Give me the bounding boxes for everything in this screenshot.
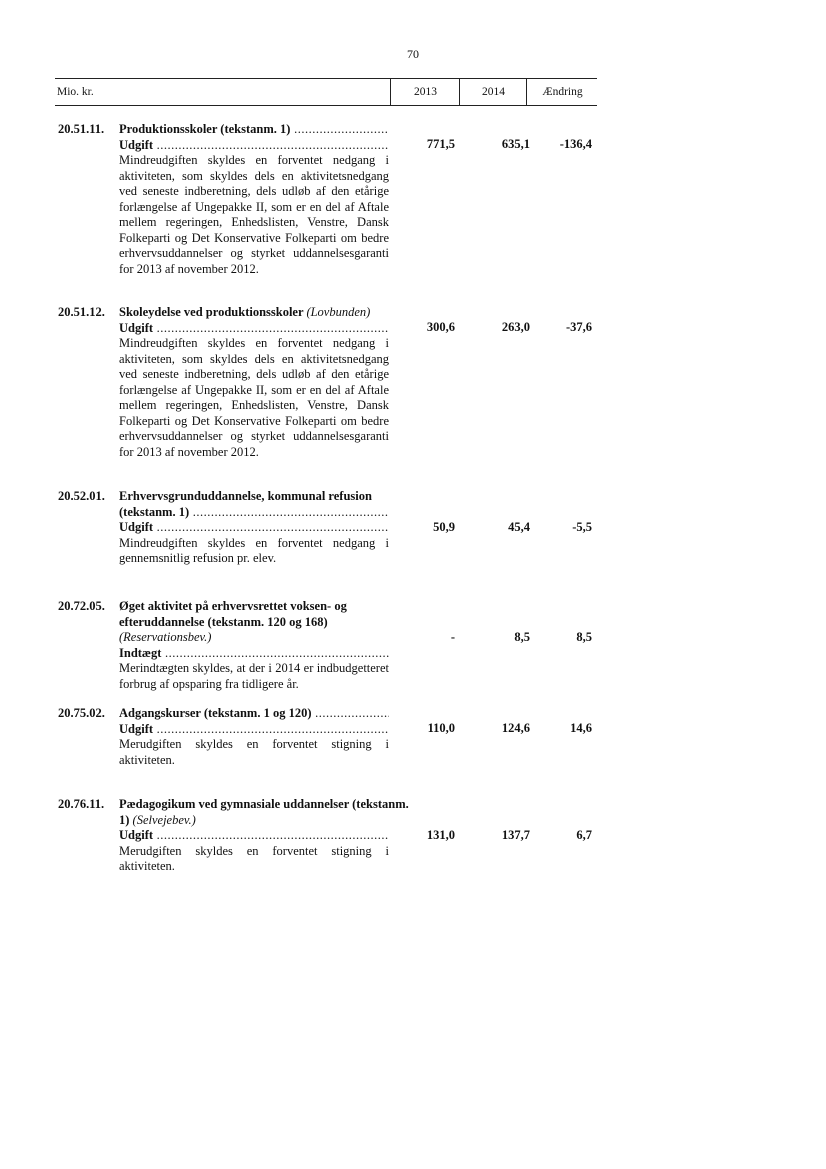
value-2014: 263,0 [501, 320, 530, 334]
value-2014: 137,7 [501, 828, 530, 842]
entry-title-note: (Selvejebev.) [132, 812, 196, 827]
entry-description: Merudgiften skyldes en forventet stigning i aktiviteten. [119, 737, 389, 767]
value-change: -5,5 [572, 520, 592, 534]
value-2014: 635,1 [501, 137, 530, 151]
value-2014: 124,6 [501, 721, 530, 735]
entry-description: Mindreudgiften skyldes en forventet nedgang i gennemsnitlig refusion pr. elev. [119, 535, 389, 565]
value-change: -37,6 [565, 320, 592, 334]
entry-description: Mindreudgiften skyldes en forventet nedgang i aktiviteten, som skyldes dels en aktivitetsnedgang ved seneste indberetning, dels udløb af den etårige forlængelse af Ungepakke II, som er en del af Aftale mellem regeringen, Enhedslisten, Venstre, Dansk Folkeparti og Det Konservative Folkeparti om bedre erhvervsuddannelser og styrket uddannelsesgaranti for 2013 af november 2012. [119, 153, 389, 276]
entry-title [119, 305, 389, 321]
entry-body [119, 797, 409, 875]
entry-title-note: (Lovbunden) [306, 305, 371, 319]
entry-description: Merudgiften skyldes en forventet stigning i aktiviteten. [119, 843, 389, 873]
entry-title [119, 122, 389, 138]
entry-title [119, 797, 409, 828]
entry-kind: Udgift ..... [119, 321, 389, 337]
value-change: 8,5 [576, 630, 592, 644]
entry-kind: Udgift ..... [119, 722, 389, 738]
page-number: 70 [407, 47, 419, 61]
entry-body [119, 305, 389, 460]
entry-kind: Udgift ..... [119, 138, 389, 154]
entry-code: 20.51.12. [58, 305, 105, 319]
value-2013: - [450, 630, 455, 644]
value-2014: 45,4 [508, 520, 530, 534]
entry-description: Mindreudgiften skyldes en forventet nedgang i aktiviteten, som skyldes dels en aktivitetsnedgang ved seneste indberetning, dels udløb af den etårige forlængelse af Ungepakke II, som er en del af Aftale mellem regeringen, Enhedslisten, Venstre, Dansk Folkeparti og Det Konservative Folkeparti om bedre erhvervsuddannelser og styrket uddannelsesgaranti for 2013 af november 2012. [119, 336, 389, 459]
entry-code: 20.72.05. [58, 599, 105, 613]
value-change: -136,4 [559, 137, 592, 151]
entry-code: 20.51.11. [58, 122, 105, 136]
entry-title-text: Øget aktivitet på erhvervsrettet voksen- og efteruddannelse (tekstanm. 120 og 168) [119, 599, 347, 629]
entry-kind: Udgift ..... [119, 828, 389, 844]
entry-title-continuation [119, 505, 389, 521]
value-2013: 771,5 [426, 137, 455, 151]
value-2014: 8,5 [514, 630, 530, 644]
entry-title [119, 599, 419, 646]
value-2013: 50,9 [433, 520, 455, 534]
entry-title-note: (Reservationsbev.) [119, 630, 212, 644]
column-header-2014: 2014 [459, 79, 527, 105]
entry-body [119, 489, 389, 567]
column-header-change: Ændring [526, 79, 598, 105]
entry-body [119, 122, 389, 277]
entry-code: 20.75.02. [58, 706, 105, 720]
entry-kind: Udgift ..... [119, 520, 389, 536]
entry-title: Erhvervsgrunduddannelse, kommunal refusion [119, 489, 372, 503]
entry-title-text: Adgangskurser (tekstanm. 1 og 120) ..... [119, 706, 389, 720]
entry-body [119, 599, 419, 692]
entry-title-text: Produktionsskoler (tekstanm. 1) ..... [119, 122, 389, 136]
entry-description: Merindtægten skyldes, at der i 2014 er indbudgetteret forbrug af opsparing fra tidligere år. [119, 661, 389, 691]
table-header [55, 78, 597, 106]
entry-kind: Indtægt ..... [119, 646, 389, 662]
entry-code: 20.52.01. [58, 489, 105, 503]
value-2013: 110,0 [427, 721, 455, 735]
entry-body [119, 706, 389, 768]
column-header-2013: 2013 [390, 79, 460, 105]
entry-title-cont-text: (tekstanm. 1) ..... [119, 505, 389, 519]
entry-title-text: Skoleydelse ved produktionsskoler [119, 305, 304, 319]
value-2013: 131,0 [426, 828, 455, 842]
value-2013: 300,6 [426, 320, 455, 334]
value-change: 14,6 [570, 721, 592, 735]
entry-code: 20.76.11. [58, 797, 105, 811]
value-change: 6,7 [576, 828, 592, 842]
entry-title [119, 706, 389, 722]
unit-header: Mio. kr. [57, 86, 94, 98]
entry-title-text: Pædagogikum ved gymnasiale uddannelser (tekstanm. 1) [119, 797, 409, 827]
